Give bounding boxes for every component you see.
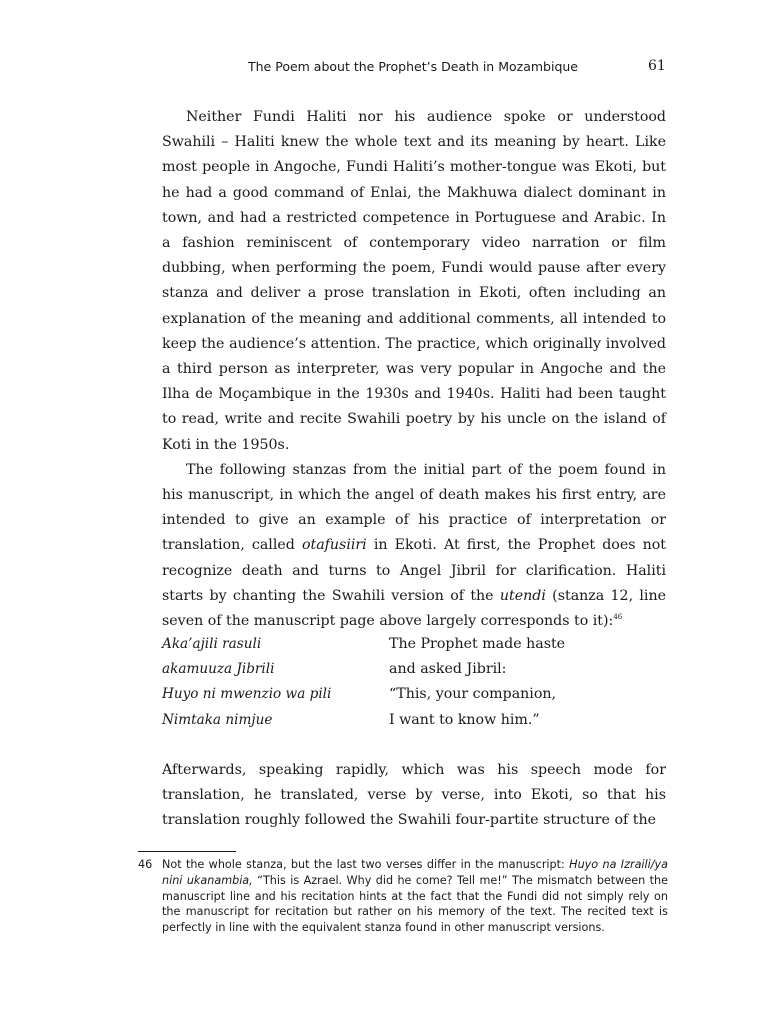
verse-swahili: Nimtaka nimjue <box>162 711 273 728</box>
paragraph-3: Afterwards, speaking rapidly, which was his speech mode for translation, he translated, verse by verse, into Ekoti, so that his translation roughly followed the Swahili four-partite structure of the <box>162 762 666 829</box>
footnote-quote-swahili: Huyo na Izraili/ya nini ukanambia, <box>162 858 668 887</box>
paragraph-2-text: (stanza 12, line seven of the manuscript page above largely corresponds to it): <box>162 587 666 630</box>
term-utendi: utendi <box>499 587 546 604</box>
footnote <box>138 857 668 936</box>
paragraph-2 <box>162 458 666 634</box>
verse-swahili: Huyo ni mwenzio wa pili <box>162 686 332 703</box>
verse-block <box>162 632 666 733</box>
footnote-number: 46 <box>138 858 153 871</box>
verse-english: and asked Jibril: <box>389 661 507 678</box>
footnote-text-part: “This is Azrael. Why did he come? Tell me!” The mismatch between the manuscript line and his recitation hints at the fact that the Fundi did not simply rely on the manuscript for recitation but rather on his memory of the text. The recited text is perfectly in line with the equivalent stanza found in other manuscript versions. <box>162 873 668 935</box>
footnote-divider <box>138 851 236 852</box>
paragraph-1: Neither Fundi Haliti nor his audience spoke or understood Swahili – Haliti knew the whole text and its meaning by heart. Like most people in Angoche, Fundi Haliti’s mother-tongue was Ekoti, but he had a good command of Enlai, the Makhuwa dialect dominant in town, and had a restricted competence in Portuguese and Arabic. In a fashion reminiscent of contemporary video narration or film dubbing, when performing the poem, Fundi would pause after every stanza and deliver a prose translation in Ekoti, often including an explanation of the meaning and additional comments, all intended to keep the audience’s attention. The practice, which originally involved a third person as interpreter, was very popular in Angoche and the Ilha de Moçambique in the 1930s and 1940s. Haliti had been taught to read, write and recite Swahili poetry by his uncle on the island of Koti in the 1950s. <box>162 109 666 453</box>
footnote-reference[interactable]: 46 <box>613 613 623 622</box>
main-text <box>162 105 666 634</box>
paragraph-2-text: in Ekoti. At first, the Prophet does not recognize death and turns to Angel Jibril for clarification. Haliti starts by chanting the Swahili version of the <box>162 537 666 604</box>
running-title: The Poem about the Prophet’s Death in Mozambique <box>248 59 578 74</box>
verse-line <box>162 708 666 733</box>
term-otafusiiri: otafusiiri <box>301 537 367 554</box>
verse-line <box>162 682 666 707</box>
verse-swahili: akamuuza Jibrili <box>162 661 275 678</box>
footnote-text-part: Not the whole stanza, but the last two verses differ in the manuscript: <box>162 858 570 871</box>
footnote-text <box>162 857 668 936</box>
verse-line <box>162 657 666 682</box>
page-number: 61 <box>648 58 666 74</box>
verse-english: “This, your companion, <box>389 686 557 703</box>
verse-swahili: Aka’ajili rasuli <box>162 636 262 652</box>
main-text-continued <box>162 758 666 834</box>
paragraph-2-text: The following stanzas from the initial part of the poem found in his manuscript, in which the angel of death makes his first entry, are intended to give an example of his practice of interpretation or translation, called <box>162 461 666 554</box>
verse-english: I want to know him.” <box>389 711 540 728</box>
verse-english: The Prophet made haste <box>389 636 566 652</box>
verse-line <box>162 632 666 657</box>
